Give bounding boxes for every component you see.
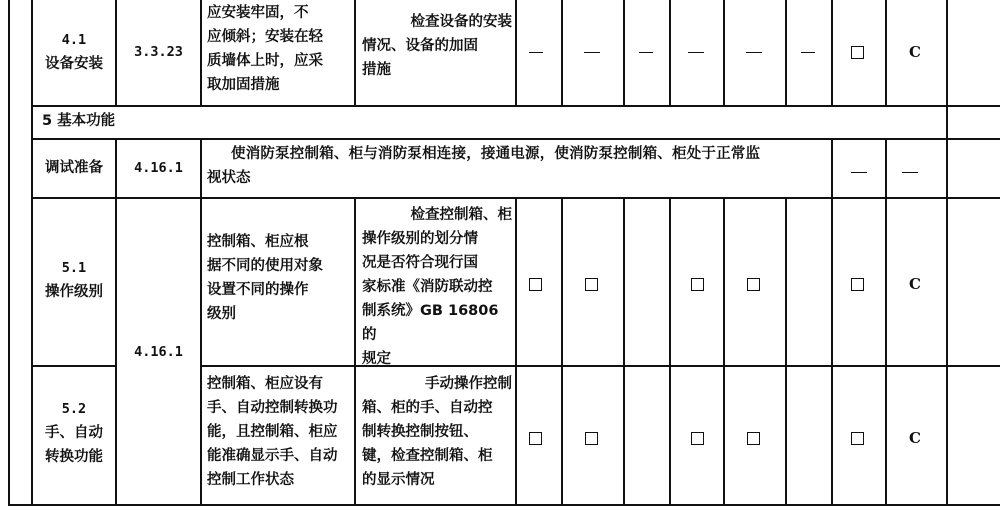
col-divider [723, 0, 725, 105]
method-line: 键，检查控制箱、柜 [362, 448, 493, 464]
col-divider [785, 197, 787, 505]
method-text [362, 372, 512, 492]
col-divider [831, 138, 833, 197]
col-divider [200, 138, 202, 197]
grade-label: C [909, 275, 921, 293]
col-divider [785, 0, 787, 105]
requirement-text [207, 1, 351, 97]
row-divider [31, 365, 115, 367]
col-divider [200, 197, 202, 505]
requirement-line: 质墙体上时，应采 [207, 53, 323, 69]
checkbox-icon[interactable] [747, 278, 760, 291]
col-divider [723, 197, 725, 505]
col-divider [885, 138, 887, 197]
checkbox-icon[interactable] [851, 432, 864, 445]
col-divider [885, 197, 887, 505]
checkbox-icon[interactable] [851, 278, 864, 291]
col-divider [561, 197, 563, 505]
prep-content [207, 142, 829, 190]
empty-mark [639, 52, 653, 53]
method-line: 箱、柜的手、自动控 [362, 400, 493, 416]
checkbox-icon[interactable] [747, 432, 760, 445]
checkbox-icon[interactable] [691, 278, 704, 291]
col-divider [561, 0, 563, 105]
content-line: 使消防泵控制箱、柜与消防泵相连接，接通电源，使消防泵控制箱、柜处于正常监 [231, 146, 761, 162]
col-divider [515, 197, 517, 505]
method-line: 检查控制箱、柜 [410, 207, 512, 223]
item-name: 操作级别 [45, 284, 103, 300]
checkbox-icon[interactable] [691, 432, 704, 445]
content-line: 视状态 [207, 170, 251, 186]
empty-mark [529, 52, 543, 53]
empty-mark [801, 52, 815, 53]
requirement-line: 应安装牢固，不 [207, 5, 309, 21]
col-divider [623, 197, 625, 505]
empty-mark [746, 52, 762, 53]
requirement-text [207, 372, 351, 492]
requirement-line: 能，且控制箱、柜应 [207, 424, 338, 440]
col-divider [831, 0, 833, 105]
section-title: 5 基本功能 [42, 113, 116, 129]
col-divider [515, 0, 517, 105]
col-divider [623, 0, 625, 105]
checkbox-icon[interactable] [585, 278, 598, 291]
row-divider [31, 105, 1000, 107]
item-install [33, 28, 115, 76]
method-line: 况是否符合现行国 [362, 255, 478, 271]
item-name: 设备安装 [45, 56, 103, 72]
method-line: 措施 [362, 62, 391, 78]
clause-number: 4.16.1 [134, 344, 183, 360]
method-line: 操作级别的划分情 [362, 231, 478, 247]
method-line: 制转换控制按钮、 [362, 424, 478, 440]
requirement-line: 控制工作状态 [207, 472, 294, 488]
method-line: 制系统》GB 16806 的 [362, 303, 499, 343]
empty-mark [688, 52, 704, 53]
col-divider [354, 0, 356, 105]
method-text [362, 10, 512, 82]
clause-number: 4.16.1 [134, 160, 183, 176]
requirement-line: 能准确显示手、自动 [207, 448, 338, 464]
grade-label: C [909, 43, 921, 61]
col-divider [669, 0, 671, 105]
checkbox-icon[interactable] [529, 278, 542, 291]
item-operation-level [33, 256, 115, 304]
item-prep: 调试准备 [45, 160, 103, 176]
item-name: 手、自动 [45, 425, 103, 441]
method-line: 规定 [362, 351, 391, 367]
checkbox-icon[interactable] [851, 46, 864, 59]
requirement-line: 设置不同的操作 [207, 282, 309, 298]
requirement-line: 据不同的使用对象 [207, 258, 323, 274]
checkbox-icon[interactable] [529, 432, 542, 445]
method-text [362, 203, 512, 371]
empty-mark [584, 52, 600, 53]
item-number: 4.1 [61, 32, 87, 48]
clause-number: 3.3.23 [134, 44, 183, 60]
col-divider [831, 197, 833, 505]
item-number: 5.2 [61, 401, 87, 417]
table-left-border [8, 0, 10, 506]
empty-mark [902, 172, 918, 173]
method-line: 检查设备的安装 [410, 14, 512, 30]
col-divider [885, 0, 887, 105]
requirement-line: 手、自动控制转换功 [207, 400, 338, 416]
row-divider [200, 365, 1000, 367]
item-number: 5.1 [61, 260, 87, 276]
empty-mark [851, 172, 867, 173]
item-manual-auto [33, 397, 115, 469]
method-line: 情况、设备的加固 [362, 38, 478, 54]
method-line: 家标准《消防联动控 [362, 279, 493, 295]
col-divider [669, 197, 671, 505]
checkbox-icon[interactable] [585, 432, 598, 445]
requirement-line: 取加固措施 [207, 77, 280, 93]
col-divider [354, 197, 356, 505]
col-divider [946, 0, 948, 506]
requirement-line: 控制箱、柜应设有 [207, 376, 323, 392]
col-divider [200, 0, 202, 105]
grade-label: C [909, 429, 921, 447]
requirement-text [207, 230, 351, 326]
requirement-line: 应倾斜；安装在轻 [207, 29, 323, 45]
method-line: 手动操作控制 [425, 376, 512, 392]
requirement-line: 级别 [207, 306, 236, 322]
requirement-line: 控制箱、柜应根 [207, 234, 309, 250]
method-line: 的显示情况 [362, 472, 435, 488]
row-divider [31, 138, 1000, 140]
item-name: 转换功能 [45, 449, 103, 465]
